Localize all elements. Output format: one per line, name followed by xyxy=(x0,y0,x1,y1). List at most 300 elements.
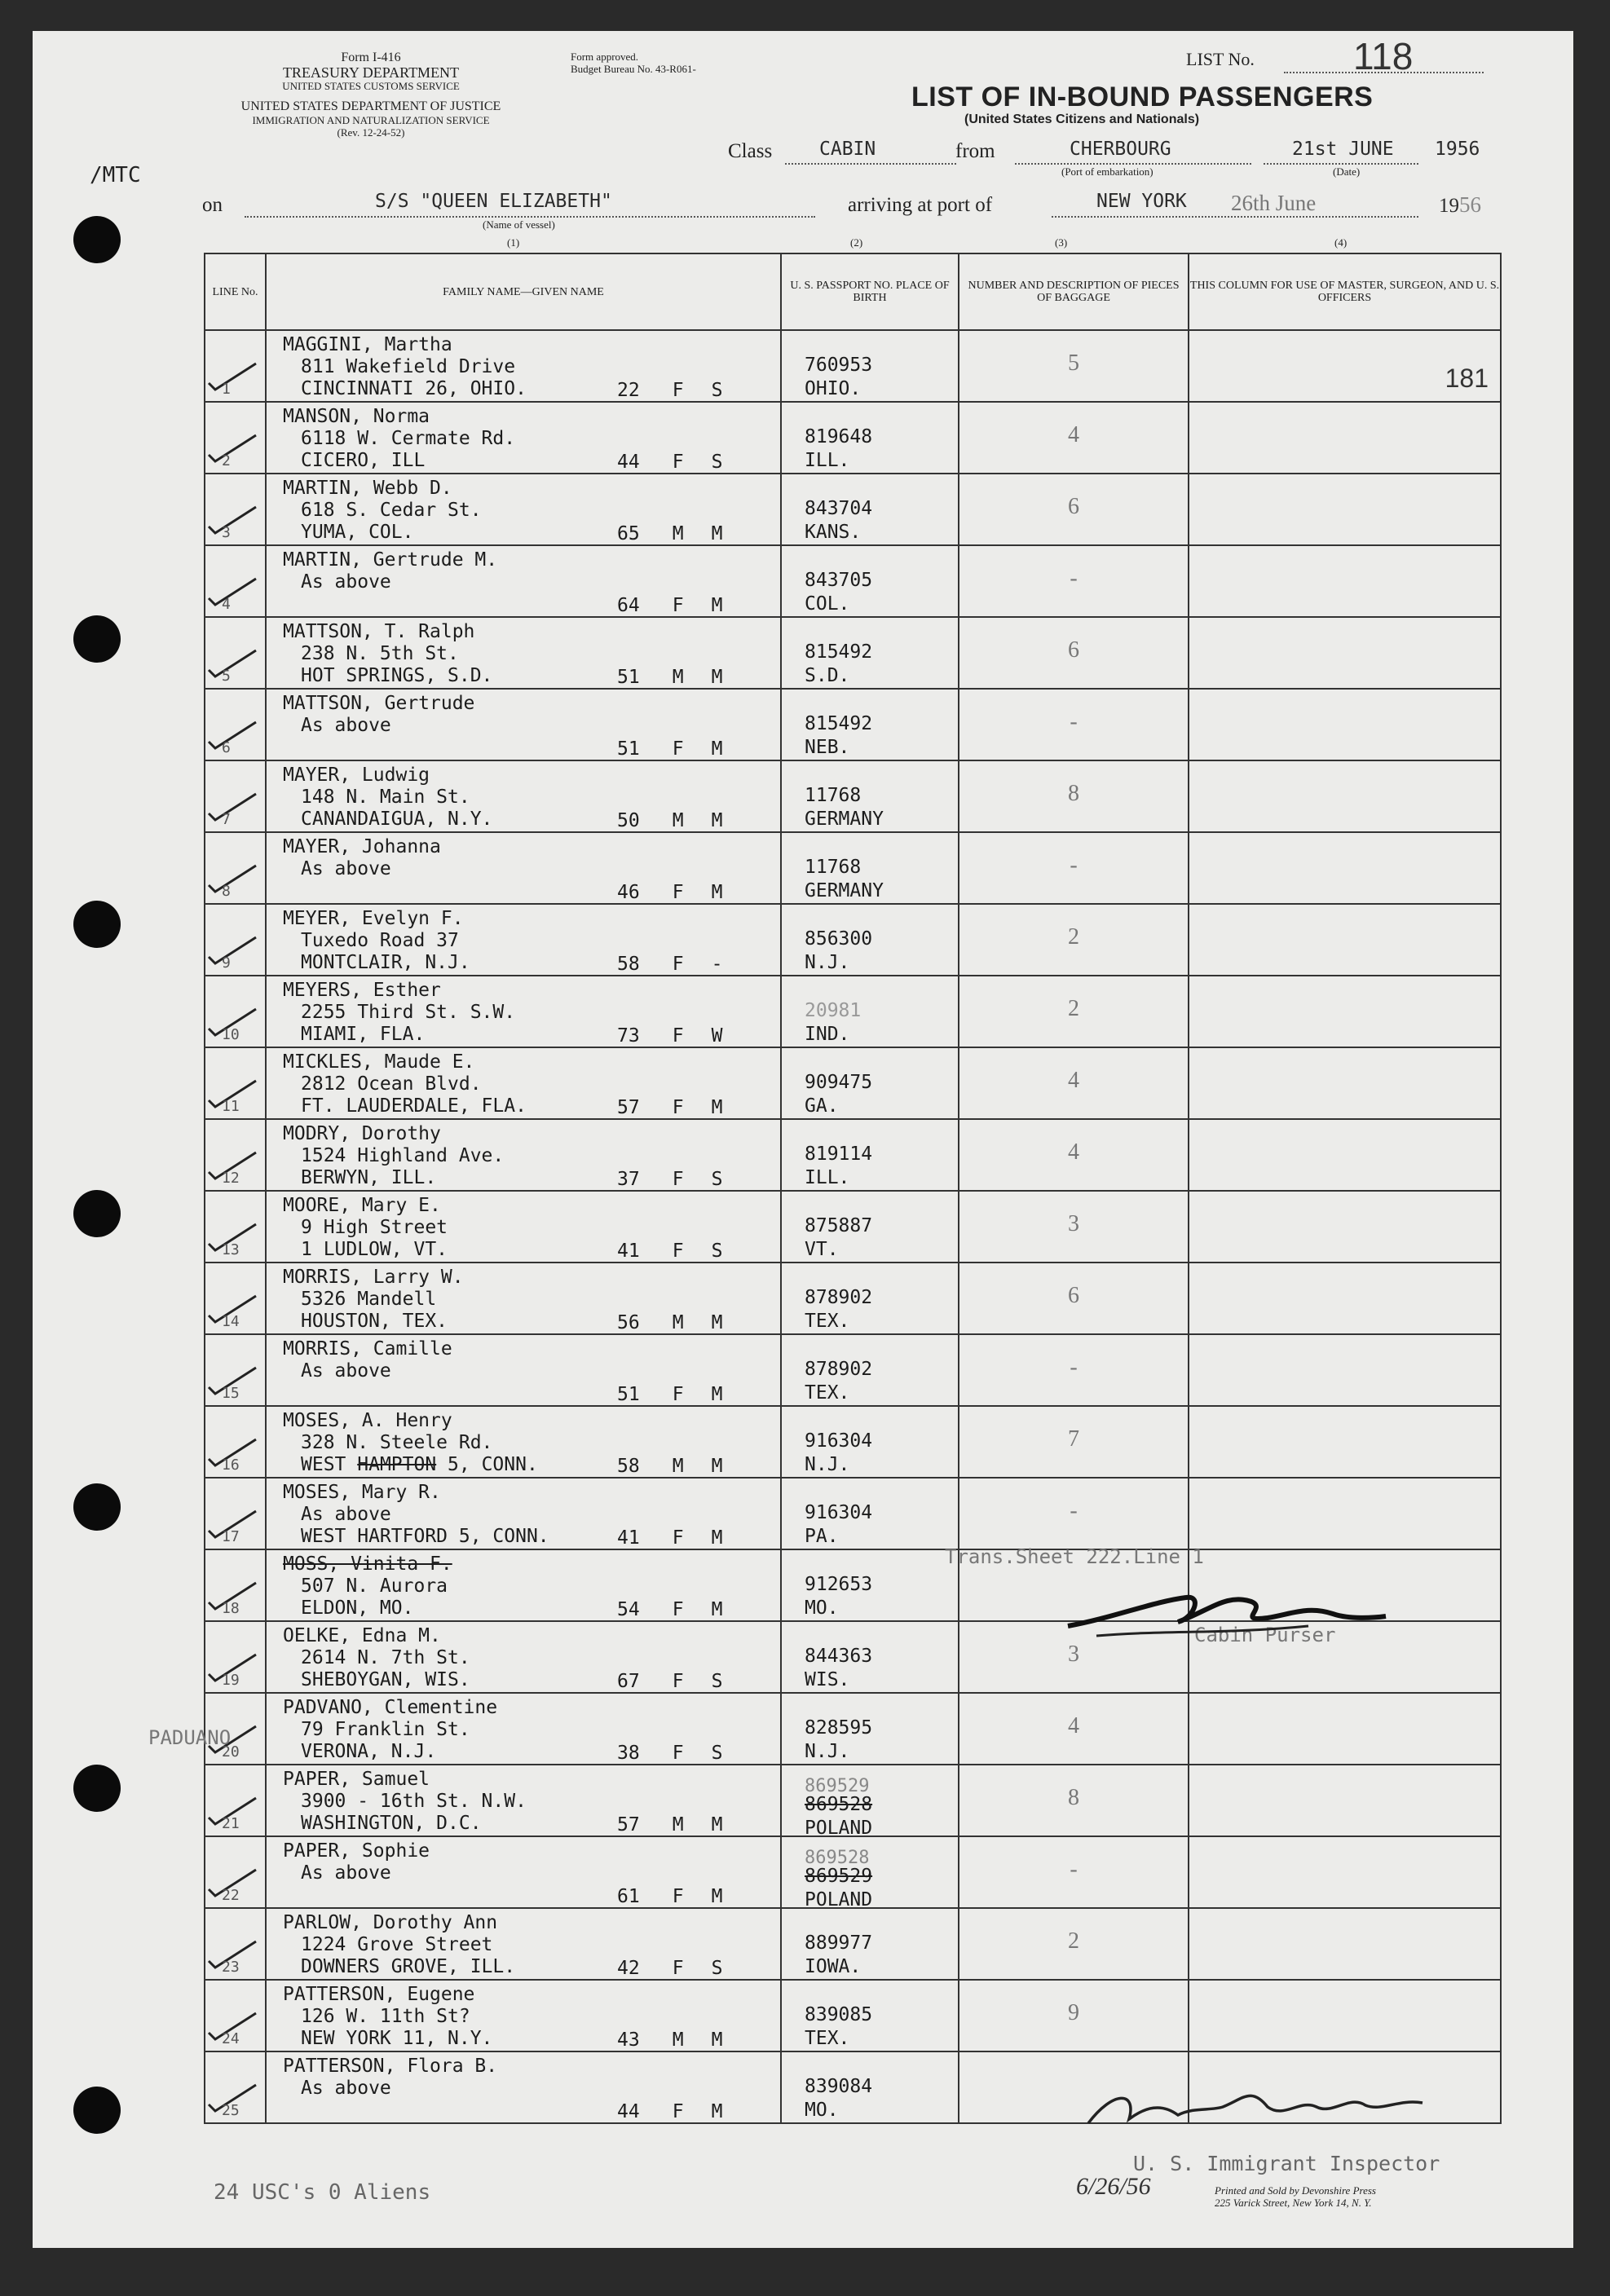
passport-cell xyxy=(781,760,959,832)
age-sex-marital xyxy=(617,1241,722,1262)
age-sex-marital xyxy=(617,595,722,616)
age-sex-marital xyxy=(617,1169,722,1190)
name-cell xyxy=(266,1908,781,1980)
line-cell xyxy=(205,617,266,689)
sex: F xyxy=(672,738,684,760)
arrival-date: 26th June xyxy=(1231,191,1317,215)
arriving-label: arriving at port of xyxy=(848,194,993,216)
baggage-count: - xyxy=(1070,1498,1078,1523)
address-line-1: As above xyxy=(301,1360,391,1382)
officer-cell xyxy=(1189,1765,1501,1836)
passport-cell xyxy=(781,1334,959,1406)
vessel-name: S/S "QUEEN ELIZABETH" xyxy=(375,191,612,212)
col-baggage: NUMBER AND DESCRIPTION OF PIECES OF BAGGAGE xyxy=(959,253,1189,330)
place-of-birth: VT. xyxy=(805,1239,839,1260)
address-line-2: FT. LAUDERDALE, FLA. xyxy=(301,1095,527,1117)
marital-status: M xyxy=(711,1814,723,1835)
passenger-name: PATTERSON, Flora B. xyxy=(283,2056,498,2077)
address-line-1: 2614 N. 7th St. xyxy=(301,1647,470,1668)
vessel-caption: (Name of vessel) xyxy=(483,218,555,231)
from-value: CHERBOURG xyxy=(1070,139,1171,160)
address-line-1: As above xyxy=(301,715,391,736)
passport-block xyxy=(805,641,872,688)
col-officers: THIS COLUMN FOR USE OF MASTER, SURGEON, AND U. S. OFFICERS xyxy=(1189,253,1501,330)
baggage-cell xyxy=(959,474,1189,545)
passenger-name: MOSES, Mary R. xyxy=(283,1482,441,1503)
age: 51 xyxy=(617,667,640,688)
marital-status: M xyxy=(711,810,723,831)
passenger-block xyxy=(283,980,515,1046)
passenger-name: MATTSON, T. Ralph xyxy=(283,621,475,642)
marital-status: M xyxy=(711,523,723,544)
address-line-1: 1524 Highland Ave. xyxy=(301,1145,505,1166)
address-line-1: As above xyxy=(301,858,391,879)
marital-status: S xyxy=(711,1169,723,1190)
age: 57 xyxy=(617,1097,640,1118)
table-row xyxy=(205,689,1501,760)
passenger-name: MAYER, Johanna xyxy=(283,836,441,857)
age: 44 xyxy=(617,2101,640,2122)
punch-hole xyxy=(73,216,121,263)
sex: F xyxy=(672,1025,684,1047)
punch-hole xyxy=(73,1190,121,1237)
line-number: 18 xyxy=(222,1600,240,1617)
age: 41 xyxy=(617,1241,640,1262)
place-of-birth: POLAND xyxy=(805,1889,873,1910)
marital-status: S xyxy=(711,1743,723,1764)
passenger-block xyxy=(283,334,527,400)
address-line-2: VERONA, N.J. xyxy=(301,1741,437,1762)
line-cell xyxy=(205,1621,266,1693)
line-number: 20 xyxy=(222,1743,240,1761)
passenger-block xyxy=(283,2056,497,2100)
passenger-name: MICKLES, Maude E. xyxy=(283,1051,475,1073)
passport-block xyxy=(805,1501,872,1549)
from-label: from xyxy=(955,140,995,162)
passport-number: 878902 xyxy=(805,1287,873,1308)
col-number-2: (2) xyxy=(850,236,863,249)
marital-status: M xyxy=(711,1384,723,1405)
age-sex-marital xyxy=(617,523,722,544)
baggage-count: 8 xyxy=(1068,781,1079,806)
passport-cell xyxy=(781,1693,959,1765)
officer-cell xyxy=(1189,904,1501,976)
address-line-2: MONTCLAIR, N.J. xyxy=(301,952,470,973)
name-cell xyxy=(266,545,781,617)
on-label: on xyxy=(202,194,223,216)
address-line-1: 1224 Grove Street xyxy=(301,1934,493,1955)
address-line-1: 126 W. 11th St? xyxy=(301,2006,470,2027)
officer-cell xyxy=(1189,689,1501,760)
marital-status: M xyxy=(711,1312,723,1333)
sex: F xyxy=(672,1958,684,1979)
place-of-birth: NEB. xyxy=(805,737,850,758)
line-number: 1 xyxy=(222,381,231,398)
baggage-cell xyxy=(959,330,1189,402)
address-line-1: As above xyxy=(301,1862,391,1884)
baggage-cell xyxy=(959,617,1189,689)
address-line-2: WASHINGTON, D.C. xyxy=(301,1813,482,1834)
address-line-2: ELDON, MO. xyxy=(301,1598,414,1619)
marital-status: M xyxy=(711,1599,723,1620)
name-cell xyxy=(266,1047,781,1119)
sex: F xyxy=(672,452,684,473)
line-cell xyxy=(205,904,266,976)
name-cell xyxy=(266,1765,781,1836)
place-of-birth: GA. xyxy=(805,1095,839,1117)
age: 42 xyxy=(617,1958,640,1979)
address-line-2: DOWNERS GROVE, ILL. xyxy=(301,1956,516,1977)
passenger-name: MEYER, Evelyn F. xyxy=(283,908,464,929)
passenger-block xyxy=(283,1984,492,2050)
table-row xyxy=(205,330,1501,402)
officer-cell xyxy=(1189,474,1501,545)
place-of-birth: ILL. xyxy=(805,1167,850,1188)
officer-cell xyxy=(1189,1908,1501,1980)
sex: F xyxy=(672,380,684,401)
table-row xyxy=(205,1191,1501,1263)
address-line-2: HOT SPRINGS, S.D. xyxy=(301,665,493,686)
name-cell xyxy=(266,402,781,474)
marital-status: S xyxy=(711,380,723,401)
baggage-count: 4 xyxy=(1068,1068,1079,1093)
officer-cell xyxy=(1189,1263,1501,1334)
baggage-cell xyxy=(959,1836,1189,1908)
line-cell xyxy=(205,545,266,617)
marital-status: - xyxy=(711,954,723,975)
line-number: 2 xyxy=(222,452,231,469)
passenger-name: MORRIS, Larry W. xyxy=(283,1267,464,1288)
inspector-date: 6/26/56 xyxy=(1076,2173,1151,2200)
passport-block xyxy=(805,928,872,975)
table-row xyxy=(205,1908,1501,1980)
place-of-birth: POLAND xyxy=(805,1818,873,1839)
baggage-count: 4 xyxy=(1068,1139,1079,1165)
passport-cell xyxy=(781,904,959,976)
passenger-block xyxy=(283,1625,470,1691)
name-cell xyxy=(266,1836,781,1908)
col-name: FAMILY NAME—GIVEN NAME xyxy=(266,253,781,330)
passenger-block xyxy=(283,1410,538,1476)
passport-number: 839084 xyxy=(805,2076,873,2097)
passenger-name: MATTSON, Gertrude xyxy=(283,693,475,714)
passenger-block xyxy=(283,1840,430,1884)
age: 51 xyxy=(617,738,640,760)
age: 61 xyxy=(617,1886,640,1907)
passenger-name: PARLOW, Dorothy Ann xyxy=(283,1912,498,1933)
line-cell xyxy=(205,474,266,545)
passport-number: 839085 xyxy=(805,2004,873,2025)
officer-cell xyxy=(1189,1836,1501,1908)
baggage-cell xyxy=(959,1334,1189,1406)
passenger-block xyxy=(283,1482,549,1548)
sex: F xyxy=(672,595,684,616)
baggage-cell xyxy=(959,402,1189,474)
passenger-name: PAPER, Sophie xyxy=(283,1840,430,1862)
address-line-1: 811 Wakefield Drive xyxy=(301,356,516,377)
table-row xyxy=(205,1693,1501,1765)
baggage-cell xyxy=(959,1908,1189,1980)
passport-block xyxy=(805,1214,872,1262)
age-sex-marital xyxy=(617,1384,722,1405)
passport-number: 869529 xyxy=(805,1776,870,1796)
table-row xyxy=(205,1406,1501,1478)
address-line-1: 2812 Ocean Blvd. xyxy=(301,1073,482,1095)
baggage-cell xyxy=(959,545,1189,617)
passenger-block xyxy=(283,1123,504,1189)
age: 43 xyxy=(617,2029,640,2051)
passport-block xyxy=(805,1848,873,1912)
passport-cell xyxy=(781,402,959,474)
place-of-birth: S.D. xyxy=(805,665,850,686)
place-of-birth: N.J. xyxy=(805,1741,850,1762)
passenger-block xyxy=(283,1553,452,1620)
line-cell xyxy=(205,2051,266,2123)
baggage-count: 4 xyxy=(1068,1713,1079,1739)
table-row xyxy=(205,976,1501,1047)
passport-block xyxy=(805,425,872,473)
passenger-name: PATTERSON, Eugene xyxy=(283,1984,475,2005)
table-row xyxy=(205,1765,1501,1836)
passenger-block xyxy=(283,1267,464,1333)
passport-number: 843704 xyxy=(805,498,873,519)
line-number: 23 xyxy=(222,1959,240,1976)
passenger-block xyxy=(283,406,515,472)
passenger-block xyxy=(283,1697,497,1763)
date-value: 21st JUNE xyxy=(1292,139,1394,160)
passenger-name: OELKE, Edna M. xyxy=(283,1625,441,1646)
line-number: 25 xyxy=(222,2102,240,2119)
table-row xyxy=(205,474,1501,545)
passport-block xyxy=(805,569,872,616)
address-line-1: 9 High Street xyxy=(301,1217,448,1238)
line-number: 11 xyxy=(222,1098,240,1115)
sex: F xyxy=(672,1743,684,1764)
checkmark-icon xyxy=(204,719,261,751)
passenger-name: MORRIS, Camille xyxy=(283,1338,452,1360)
name-cell xyxy=(266,832,781,904)
address-line-1: 238 N. 5th St. xyxy=(301,643,459,664)
age-sex-marital xyxy=(617,1025,722,1047)
name-cell xyxy=(266,1478,781,1549)
table-row xyxy=(205,402,1501,474)
checkmark-icon xyxy=(204,575,261,608)
place-of-birth: PA. xyxy=(805,1526,839,1547)
inspector-title: U. S. Immigrant Inspector xyxy=(1133,2152,1440,2175)
passenger-block xyxy=(283,621,492,687)
table-row xyxy=(205,1980,1501,2051)
name-cell xyxy=(266,1406,781,1478)
passenger-name: PADVANO, Clementine xyxy=(283,1697,498,1718)
place-of-birth: N.J. xyxy=(805,1454,850,1475)
address-line-2: HOUSTON, TEX. xyxy=(301,1311,448,1332)
passport-block xyxy=(805,1286,872,1333)
passenger-block xyxy=(283,1195,448,1261)
line-number: 15 xyxy=(222,1385,240,1402)
passport-number-struck: 869528 xyxy=(805,1794,873,1815)
table-row xyxy=(205,1119,1501,1191)
date-underline xyxy=(1264,163,1418,165)
place-of-birth: TEX. xyxy=(805,1311,850,1332)
passport-cell xyxy=(781,832,959,904)
passport-number: 889977 xyxy=(805,1932,873,1954)
passport-cell xyxy=(781,545,959,617)
passport-number: 828595 xyxy=(805,1717,873,1739)
baggage-count: - xyxy=(1070,709,1078,734)
age-sex-marital xyxy=(617,1527,722,1549)
line-number: 24 xyxy=(222,2030,240,2047)
place-of-birth: OHIO. xyxy=(805,378,862,399)
name-cell xyxy=(266,1621,781,1693)
passport-number: 856300 xyxy=(805,928,873,950)
passport-number: 869528 xyxy=(805,1848,870,1868)
baggage-cell xyxy=(959,1980,1189,2051)
baggage-count: 4 xyxy=(1068,422,1079,447)
sex: M xyxy=(672,1456,684,1477)
passport-block xyxy=(805,2003,872,2051)
baggage-count: 2 xyxy=(1068,996,1079,1021)
baggage-count: - xyxy=(1070,1355,1078,1380)
class-value: CABIN xyxy=(819,139,876,160)
age: 65 xyxy=(617,523,640,544)
sex: M xyxy=(672,523,684,544)
name-cell xyxy=(266,330,781,402)
baggage-cell xyxy=(959,1765,1189,1836)
passport-block xyxy=(805,999,861,1047)
passport-cell xyxy=(781,689,959,760)
sex: M xyxy=(672,1312,684,1333)
age-sex-marital xyxy=(617,1743,722,1764)
line-number: 6 xyxy=(222,739,231,756)
summary-count: 24 USC's 0 Aliens xyxy=(214,2180,431,2205)
baggage-count: - xyxy=(1070,853,1078,878)
line-cell xyxy=(205,760,266,832)
table-row xyxy=(205,1836,1501,1908)
age: 50 xyxy=(617,810,640,831)
line-number: 16 xyxy=(222,1456,240,1474)
passport-cell xyxy=(781,1980,959,2051)
address-line-1: 5326 Mandell xyxy=(301,1289,437,1310)
age-sex-marital xyxy=(617,1814,722,1835)
passport-block xyxy=(805,1573,872,1620)
passport-number: 875887 xyxy=(805,1215,873,1236)
sex: F xyxy=(672,1527,684,1549)
line-cell xyxy=(205,1406,266,1478)
passport-number: 11768 xyxy=(805,857,862,878)
age-sex-marital xyxy=(617,1456,722,1477)
age: 58 xyxy=(617,1456,640,1477)
age: 54 xyxy=(617,1599,640,1620)
officer-note: Trans.Sheet 222.Line 1 xyxy=(945,1545,1204,1568)
officer-cell xyxy=(1189,1478,1501,1549)
passenger-block xyxy=(283,693,474,737)
marital-status: W xyxy=(711,1025,723,1047)
form-id: Form I-416 TREASURY DEPARTMENT UNITED STATES CUSTOMS SERVICE xyxy=(282,51,460,92)
age: 38 xyxy=(617,1743,640,1764)
baggage-cell xyxy=(959,1406,1189,1478)
punch-hole xyxy=(73,901,121,948)
address-line-2: CANANDAIGUA, N.Y. xyxy=(301,809,493,830)
age-sex-marital xyxy=(617,882,722,903)
place-of-birth: TEX. xyxy=(805,1382,850,1404)
age-sex-marital xyxy=(617,1671,722,1692)
purser-signature xyxy=(1064,1585,1390,1659)
line-number: 14 xyxy=(222,1313,240,1330)
sex: F xyxy=(672,2101,684,2122)
age: 51 xyxy=(617,1384,640,1405)
address-line-1: 328 N. Steele Rd. xyxy=(301,1432,493,1453)
budget-approval: Form approved. Budget Bureau No. 43-R061- xyxy=(571,51,696,75)
baggage-count: 2 xyxy=(1068,924,1079,950)
place-of-birth: COL. xyxy=(805,593,850,615)
officer-cell xyxy=(1189,1334,1501,1406)
line-cell xyxy=(205,976,266,1047)
passport-block xyxy=(805,712,872,760)
age-sex-marital xyxy=(617,1599,722,1620)
marital-status: M xyxy=(711,1097,723,1118)
baggage-cell xyxy=(959,1693,1189,1765)
address-line-2: SHEBOYGAN, WIS. xyxy=(301,1669,470,1690)
place-of-birth: GERMANY xyxy=(805,880,884,901)
margin-padvano-correction: PADUANO xyxy=(148,1726,232,1749)
line-cell xyxy=(205,1191,266,1263)
passport-number: 844363 xyxy=(805,1646,873,1667)
passport-number: 760953 xyxy=(805,355,873,376)
baggage-cell xyxy=(959,689,1189,760)
age: 64 xyxy=(617,595,640,616)
passport-cell xyxy=(781,474,959,545)
passport-cell xyxy=(781,1047,959,1119)
age-sex-marital xyxy=(617,1312,722,1333)
line-cell xyxy=(205,1047,266,1119)
checkmark-icon xyxy=(204,647,261,680)
address-line-2: CICERO, ILL xyxy=(301,450,426,471)
passport-number-struck: 869529 xyxy=(805,1866,873,1887)
checkmark-icon xyxy=(204,862,261,895)
marital-status: S xyxy=(711,1241,723,1262)
passport-cell xyxy=(781,1765,959,1839)
age-sex-marital xyxy=(617,954,722,975)
passport-number: 819648 xyxy=(805,426,873,447)
line-number: 13 xyxy=(222,1241,240,1258)
name-cell xyxy=(266,2051,781,2123)
line-number: 8 xyxy=(222,883,231,900)
name-cell xyxy=(266,1549,781,1621)
officer-cell xyxy=(1189,1191,1501,1263)
baggage-cell xyxy=(959,1047,1189,1119)
date-caption: (Date) xyxy=(1333,165,1361,178)
age-sex-marital xyxy=(617,738,722,760)
marital-status: M xyxy=(711,1886,723,1907)
marital-status: S xyxy=(711,452,723,473)
baggage-count: 3 xyxy=(1068,1642,1079,1667)
baggage-count: - xyxy=(1070,1857,1078,1882)
col-passport: U. S. PASSPORT NO. PLACE OF BIRTH xyxy=(781,253,959,330)
age-sex-marital xyxy=(617,667,722,688)
address-line-1: Tuxedo Road 37 xyxy=(301,930,459,951)
passport-block xyxy=(805,1430,872,1477)
age: 67 xyxy=(617,1671,640,1692)
age: 41 xyxy=(617,1527,640,1549)
line-cell xyxy=(205,402,266,474)
passport-cell xyxy=(781,2051,959,2123)
place-of-birth: KANS. xyxy=(805,522,862,543)
passport-block xyxy=(805,1932,872,1979)
address-line-1: 507 N. Aurora xyxy=(301,1575,448,1597)
address-line-1: 6118 W. Cermate Rd. xyxy=(301,428,516,449)
line-number: 10 xyxy=(222,1026,240,1043)
address-line-1: 79 Franklin St. xyxy=(301,1719,470,1740)
